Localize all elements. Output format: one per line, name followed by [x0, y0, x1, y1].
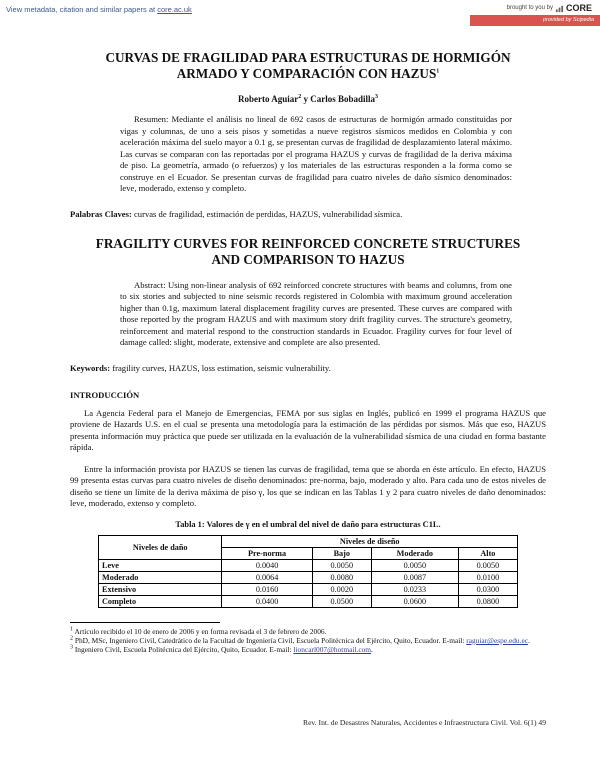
- table-cell: 0.0020: [312, 583, 371, 595]
- title-es-line1: CURVAS DE FRAGILIDAD PARA ESTRUCTURAS DE HORMIGÓN: [105, 50, 511, 65]
- footnote-3-email-link[interactable]: lioncarl007@hotmail.com: [293, 645, 372, 655]
- author-2: Carlos Bobadilla: [310, 94, 375, 104]
- section-heading-introduccion: INTRODUCCIÓN: [70, 389, 140, 400]
- author-separator: y: [301, 94, 311, 104]
- row-label: Moderado: [99, 571, 222, 583]
- row-label: Extensivo: [99, 583, 222, 595]
- table-cell: 0.0080: [312, 571, 371, 583]
- footnote-1-number: 1: [70, 626, 73, 633]
- title-es-line2: ARMADO Y COMPARACIÓN CON HAZUS: [176, 66, 437, 81]
- table-cell: 0.0300: [458, 583, 517, 595]
- title-english: [70, 236, 546, 268]
- intro-paragraph-1: La Agencia Federal para el Manejo de Emergencias, FEMA por sus siglas en Inglés, publicó en 1999 el programa HAZUS que proviene de Hazards U.S. en el cual se presenta una metodología para la estimación de las pérdidas por sismos. Más que eso, HAZUS presenta información muy práctica que puede ser utilizada en la evaluación de la vulnerabilidad sísmica de una ciudad en forma bastante rápida.: [70, 407, 546, 452]
- table-header-row: [99, 535, 518, 547]
- brought-by[interactable]: [507, 3, 592, 13]
- title-en-line1: FRAGILITY CURVES FOR REINFORCED CONCRETE STRUCTURES: [95, 235, 521, 251]
- table-cell: 0.0087: [371, 571, 458, 583]
- core-link-site: core.ac.uk: [157, 5, 192, 14]
- footnote-3: [70, 645, 546, 654]
- title-footnote-mark: 1: [436, 68, 440, 75]
- table-cell: 0.0800: [458, 595, 517, 607]
- footnote-2-email-link[interactable]: raguiar@espe.edu.ec: [466, 635, 529, 645]
- table-1-caption: Tabla 1: Valores de γ en el umbral del nivel de daño para estructuras C1L.: [175, 519, 441, 529]
- table-row: [99, 583, 518, 595]
- table-cell: 0.0600: [371, 595, 458, 607]
- authors: [70, 94, 546, 104]
- palabras-text: curvas de fragilidad, estimación de perdidas, HAZUS, vulnerabilidad sísmica.: [131, 208, 403, 219]
- col-moderado: Moderado: [371, 547, 458, 559]
- table-cell: 0.0050: [371, 559, 458, 571]
- footnote-divider: [70, 622, 220, 623]
- table-row: [99, 571, 518, 583]
- table-cell: 0.0233: [371, 583, 458, 595]
- table-cell: 0.0400: [222, 595, 312, 607]
- footnote-1: [70, 627, 546, 636]
- brought-by-text: brought to you by: [506, 5, 553, 11]
- author-1-footnote-mark: 2: [298, 94, 302, 100]
- footnote-3-text: Ingeniero Civil, Escuela Politécnica del Ejército, Quito, Ecuador. E-mail:: [73, 645, 294, 655]
- author-1: Roberto Aguiar: [237, 94, 299, 104]
- title-en-line2: AND COMPARISON TO HAZUS: [211, 251, 405, 267]
- footnote-2: [70, 636, 546, 645]
- keywords: [70, 363, 546, 374]
- table-cell: 0.0100: [458, 571, 517, 583]
- paper-page: [70, 50, 546, 655]
- intro-paragraph-2: Entre la información provista por HAZUS se tienen las curvas de fragilidad, tema que se aborda en éste artículo. En efecto, HAZUS 99 presenta estas curvas para cuatro niveles de diseño denominados: pre-norma, bajo, moderado y alto. Para cada uno de estos niveles de diseño se tiene un límite de la deriva máxima de piso γ, los que se indican en las Tablas 1 y 2 para cuatro niveles de daño denominados: leve, moderado, extenso y completo.: [70, 463, 546, 508]
- palabras-label: Palabras Claves:: [70, 208, 132, 219]
- footnote-2-end: .: [528, 635, 530, 645]
- table-cell: 0.0064: [222, 571, 312, 583]
- header-design-levels: Niveles de diseño: [222, 535, 518, 547]
- header-damage-levels: Niveles de daño: [99, 535, 222, 559]
- table-cell: 0.0040: [222, 559, 312, 571]
- abstract: Abstract: Using non-linear analysis of 692 reinforced concrete structures with beams and columns, from one to six stories and subjected to nine seismic records registered in Colombia with maximum ground acceleration higher than 0.1g, maximum lateral displacement fragility curves are presented. These curves are compared with those reported by the program HAZUS and with maximum story drift fragility curves. The structure's geometry, reinforcement and material respond to the construction standards in Ecuador. Fragility curves for four level of damage called: slight, moderate, extensive and complete are also presented.: [120, 279, 512, 347]
- provided-by-badge[interactable]: provided by Scipedia: [470, 15, 600, 26]
- footnote-3-end: .: [371, 645, 373, 655]
- col-alto: Alto: [458, 547, 517, 559]
- resumen: Resumen: Mediante el análisis no lineal de 692 casos de estructuras de hormigón armado constituidas por vigas y columnas, de uno a seis pisos y sometidas a nueve registros sísmicos medidos en Colombia y con aceleración máxima del suelo mayor a 0.1 g, se presentan curvas de fragilidad de desplazamiento lateral máximo. Las curvas se comparan con las reportadas por el programa HAZUS y curvas de fragilidad de la deriva máxima de piso. La geometría, armado (o refuerzos) y los materiales de las estructuras responden a la forma como se construye en el Ecuador. Se presentan curvas de fragilidad para cuatro niveles de daño sísmico denominados: leve, moderado, extenso y completo.: [120, 114, 512, 193]
- col-bajo: Bajo: [312, 547, 371, 559]
- title-spanish: [70, 50, 546, 82]
- footnote-3-number: 3: [70, 644, 73, 651]
- table-cell: 0.0050: [458, 559, 517, 571]
- page-footer: Rev. Int. de Desastres Naturales, Accidentes e Infraestructura Civil. Vol. 6(1) 49: [303, 718, 546, 727]
- footnote-2-number: 2: [70, 635, 73, 642]
- row-label: Completo: [99, 595, 222, 607]
- core-link-prefix: View metadata, citation and similar papers at: [6, 5, 158, 14]
- table-cell: 0.0050: [312, 559, 371, 571]
- footnote-1-text: Artículo recibido el 10 de enero de 2006 y en forma revisada el 3 de febrero de 2006.: [73, 626, 327, 636]
- author-2-footnote-mark: 3: [375, 94, 378, 100]
- table-1: [98, 535, 518, 608]
- row-label: Leve: [99, 559, 222, 571]
- core-banner: [0, 0, 600, 28]
- table-cell: 0.0500: [312, 595, 371, 607]
- table-cell: 0.0160: [222, 583, 312, 595]
- core-logo-text: CORE: [565, 3, 592, 13]
- table-row: [99, 559, 518, 571]
- keywords-label: Keywords:: [70, 362, 111, 373]
- footnote-2-text: PhD, MSc, Ingeniero Civil, Catedrático de la Facultad de Ingeniería Civil, Escuela Politécnica del Ejército, Quito, Ecuador. E-mail:: [73, 635, 467, 645]
- table-row: [99, 595, 518, 607]
- core-logo-icon: [555, 4, 564, 13]
- col-pre-norma: Pre-norma: [222, 547, 312, 559]
- core-metadata-link[interactable]: [6, 5, 192, 14]
- palabras-claves: [70, 209, 546, 220]
- keywords-text: fragility curves, HAZUS, loss estimation, seismic vulnerability.: [110, 362, 331, 373]
